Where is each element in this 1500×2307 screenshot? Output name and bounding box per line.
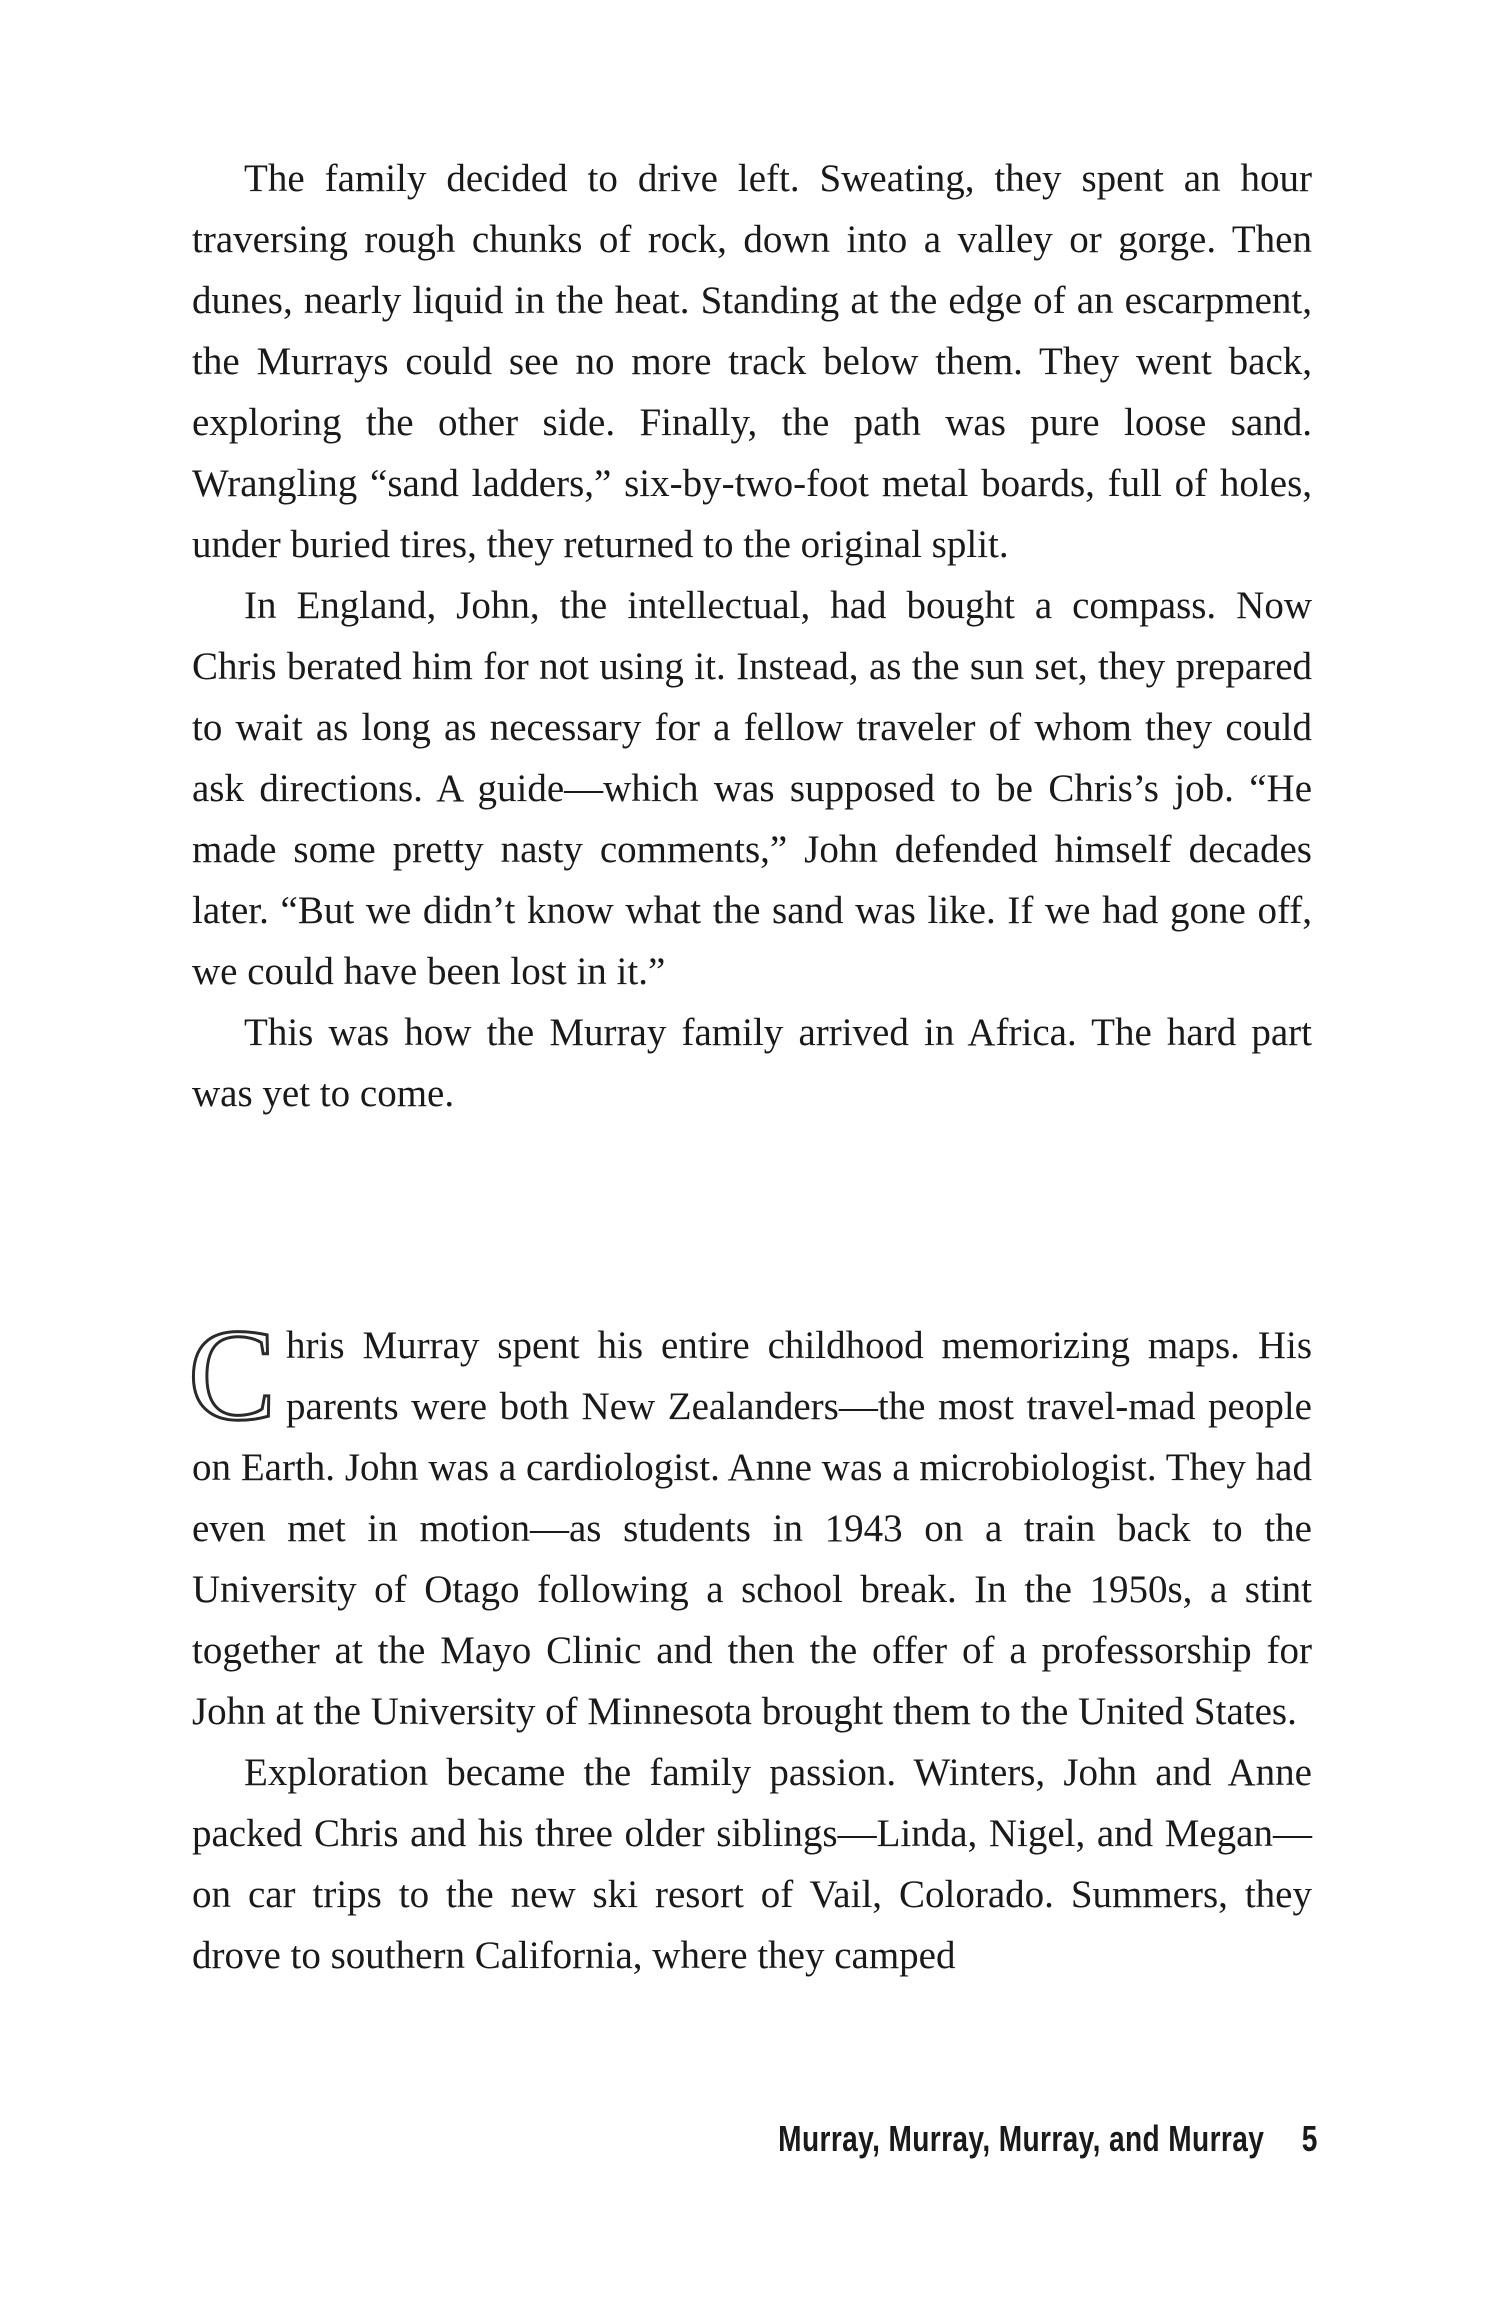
section-1-text: [192, 148, 1312, 1124]
running-head: Murray, Murray, Murray, and Murray: [778, 2118, 1265, 2159]
drop-cap-letter: C: [188, 1301, 277, 1448]
opening-paragraph: [188, 1301, 1312, 1742]
section-2-text: [188, 1301, 1312, 1986]
page-number: 5: [1301, 2118, 1318, 2159]
opening-paragraph-text: hris Murray spent his entire childhood memorizing maps. His parents were both New Zealanders—the most travel-mad people on Earth. John was a cardiologist. Anne was a microbiologist. They had even met in motion—as students in 1943 on a train back to the University of Otago following a school break. In the 1950s, a stint together at the Mayo Clinic and then the offer of a professorship for John at the University of Minnesota brought them to the United States.: [192, 1324, 1312, 1733]
page-footer: [778, 2118, 1318, 2160]
paragraph: This was how the Murray family arrived in Africa. The hard part was yet to come.: [192, 1011, 1312, 1115]
paragraph: In England, John, the intellectual, had bought a compass. Now Chris berated him for not using it. Instead, as the sun set, they prepared to wait as long as necessary for a fellow traveler of whom they could ask directions. A guide—which was supposed to be Chris’s job. “He made some pretty nasty comments,” John defended himself decades later. “But we didn’t know what the sand was like. If we had gone off, we could have been lost in it.”: [192, 584, 1312, 993]
paragraph: Exploration became the family passion. Winters, John and Anne packed Chris and his three older siblings—Linda, Nigel, and Megan—on car trips to the new ski resort of Vail, Colorado. Summers, they drove to southern California, where they camped: [192, 1751, 1312, 1977]
paragraph: The family decided to drive left. Sweating, they spent an hour traversing rough chunks of rock, down into a valley or gorge. Then dunes, nearly liquid in the heat. Standing at the edge of an escarpment, the Murrays could see no more track below them. They went back, exploring the other side. Finally, the path was pure loose sand. Wrangling “sand ladders,” six-by-two-foot metal boards, full of holes, under buried tires, they returned to the original split.: [192, 157, 1312, 566]
